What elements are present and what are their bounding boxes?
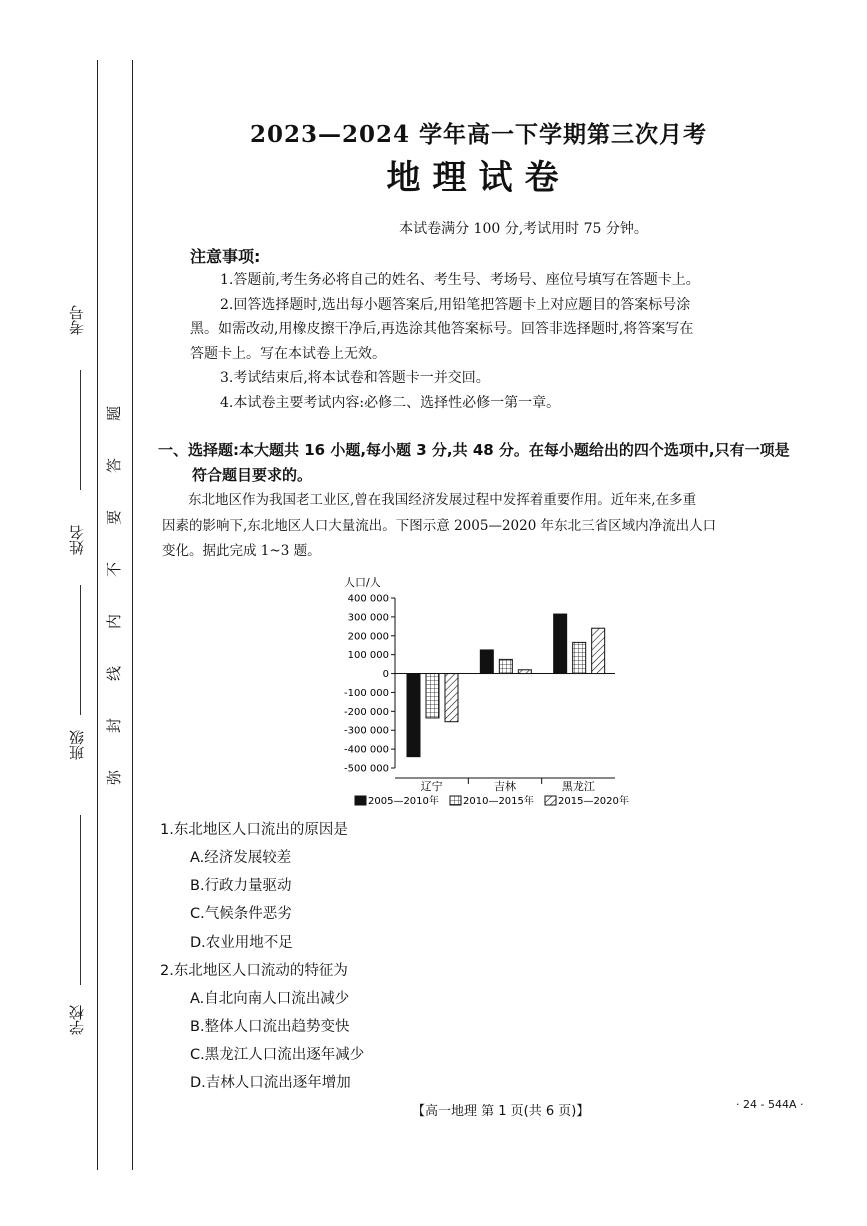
exam-title: 2023—2024 学年高一下学期第三次月考 [249, 121, 708, 148]
exam-intro: 本试卷满分 100 分,考试用时 75 分钟。 [399, 221, 648, 237]
section-heading [158, 438, 818, 488]
class-label: 班级 [68, 730, 86, 760]
y-tick-label: -100 000 [344, 687, 389, 699]
exam-number-blank[interactable] [80, 370, 81, 490]
y-tick-label: 400 000 [347, 593, 389, 605]
bar [573, 642, 586, 673]
class-blank[interactable] [80, 815, 81, 985]
y-tick-label: 200 000 [347, 631, 389, 643]
legend-swatch [545, 796, 556, 805]
notes-list [190, 268, 790, 415]
question-passage [162, 488, 818, 565]
answer-option[interactable]: D.吉林人口流出逐年增加 [190, 1075, 351, 1091]
seal-char: 答 [105, 457, 124, 474]
legend-swatch [355, 796, 366, 805]
legend-label: 2015—2020年 [558, 796, 629, 807]
note-item: 4.本试卷主要考试内容:必修二、选择性必修一第一章。 [220, 394, 561, 411]
category-label: 辽宁 [420, 780, 443, 793]
section-heading-line: 一、选择题:本大题共 16 小题,每小题 3 分,共 48 分。在每小题给出的四个选项中,只有一项是 [158, 441, 790, 459]
bar [426, 674, 439, 718]
paper-code: · 24 - 544A · [736, 1098, 804, 1111]
bar [407, 674, 420, 757]
name-blank[interactable] [80, 585, 81, 715]
y-tick-label: 100 000 [347, 650, 389, 662]
answer-option[interactable]: D.农业用地不足 [190, 935, 293, 951]
note-item: 2.回答选择题时,选出每小题答案后,用铅笔把答题卡上对应题目的答案标号涂 [220, 296, 691, 313]
note-item: 1.答题前,考生务必将自己的姓名、考生号、考场号、座位号填写在答题卡上。 [220, 272, 700, 288]
seal-char: 封 [105, 717, 124, 734]
population-outflow-chart [330, 572, 660, 812]
passage-line: 东北地区作为我国老工业区,曾在我国经济发展过程中发挥着重要作用。近年来,在多重 [188, 492, 697, 508]
section-heading-line: 符合题目要求的。 [192, 466, 313, 484]
name-label: 姓名 [68, 525, 86, 555]
bar [554, 614, 567, 674]
note-item: 黑。如需改动,用橡皮擦干净后,再选涂其他答案标号。回答非选择题时,将答案写在 [190, 321, 694, 337]
legend-label: 2010—2015年 [463, 796, 534, 807]
bar [499, 659, 512, 673]
bar [592, 628, 605, 673]
passage-line: 变化。据此完成 1~3 题。 [162, 543, 321, 559]
bar [445, 674, 458, 722]
note-item: 3.考试结束后,将本试卷和答题卡一并交回。 [220, 370, 490, 386]
y-tick-label: -500 000 [344, 763, 389, 775]
answer-option[interactable]: A.经济发展较差 [190, 850, 292, 866]
answer-option[interactable]: B.行政力量驱动 [190, 878, 292, 894]
page-footer: 【高一地理 第 1 页(共 6 页)】 [412, 1104, 590, 1119]
seal-char: 内 [105, 613, 124, 630]
answer-option[interactable]: B.整体人口流出趋势变快 [190, 1019, 350, 1035]
answer-option[interactable]: C.气候条件恶劣 [190, 906, 292, 922]
answer-option[interactable]: A.自北向南人口流出减少 [190, 991, 350, 1007]
seal-char: 题 [105, 405, 124, 422]
seal-char: 弥 [105, 769, 124, 786]
exam-number-label: 考号 [68, 305, 86, 335]
y-tick-label: 300 000 [347, 612, 389, 624]
answer-option[interactable]: C.黑龙江人口流出逐年减少 [190, 1047, 365, 1063]
note-item: 答题卡上。写在本试卷上无效。 [190, 345, 386, 362]
passage-line: 因素的影响下,东北地区人口大量流出。下图示意 2005—2020 年东北三省区域内净流出人口 [162, 517, 717, 534]
question-stem: 2.东北地区人口流动的特征为 [160, 963, 348, 979]
seal-char: 线 [105, 665, 124, 682]
y-tick-label: -300 000 [344, 725, 389, 737]
bar [518, 670, 531, 674]
legend-label: 2005—2010年 [368, 796, 439, 807]
y-tick-label: -400 000 [344, 744, 389, 756]
seal-char: 不 [105, 561, 124, 578]
y-tick-label: -200 000 [344, 706, 389, 718]
school-label: 学校 [68, 1005, 86, 1035]
question-stem: 1.东北地区人口流出的原因是 [160, 822, 348, 838]
category-label: 黑龙江 [561, 780, 595, 793]
seal-char: 要 [105, 509, 124, 526]
legend-swatch [450, 796, 461, 805]
y-axis-label: 人口/人 [344, 576, 381, 589]
notes-heading: 注意事项: [190, 247, 261, 266]
bar [480, 650, 493, 674]
category-label: 吉林 [494, 780, 516, 793]
subject-title: 地理试卷 [386, 158, 571, 198]
y-tick-label: 0 [382, 669, 389, 681]
